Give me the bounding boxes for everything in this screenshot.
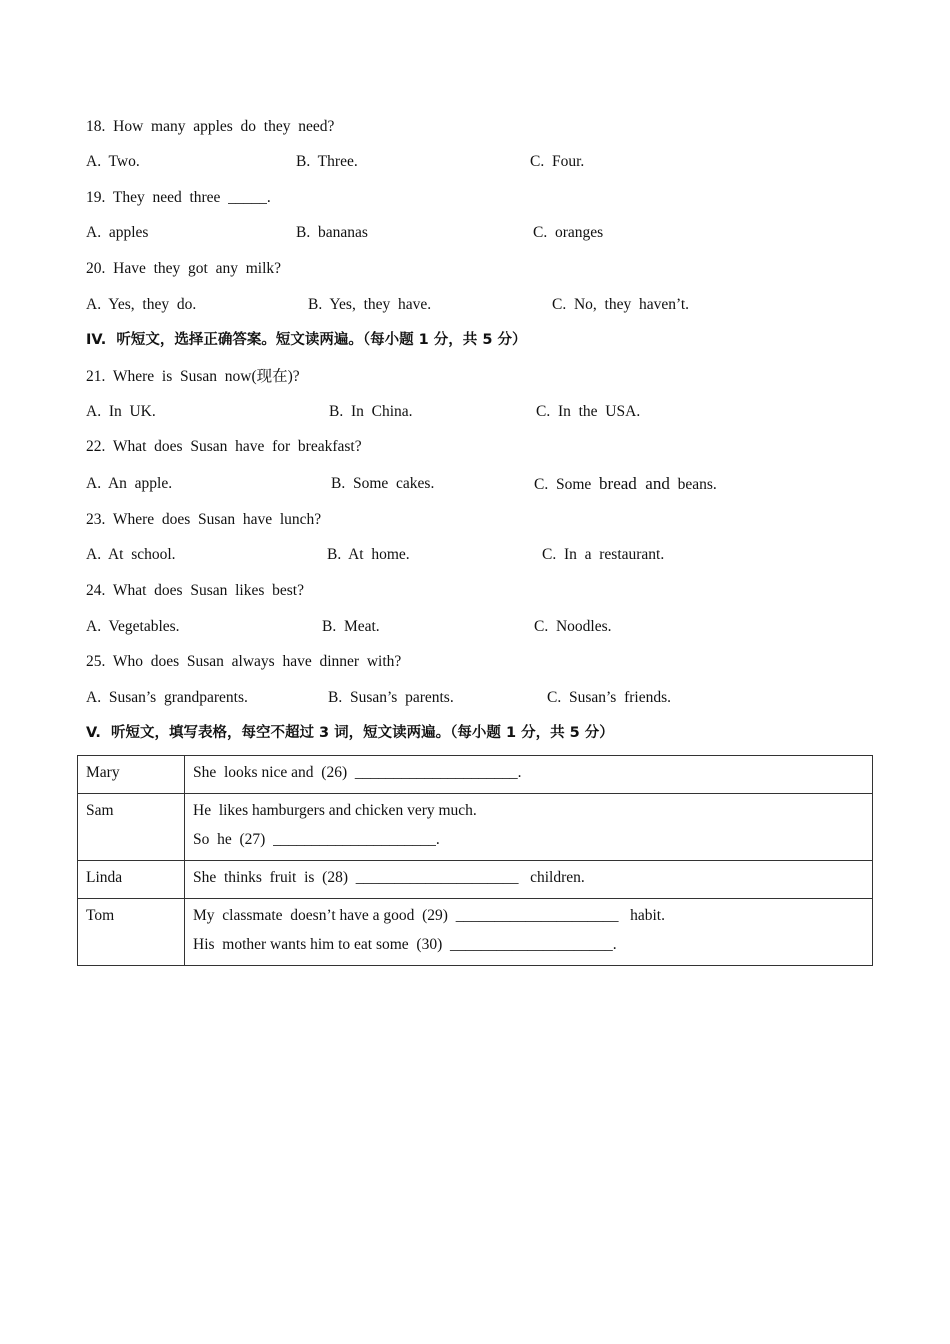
question-21-option-c[interactable]: C. In the USA. [536, 403, 641, 420]
table-name-cell: Mary [78, 756, 185, 794]
blank-27-line[interactable]: So he (27) _____________________. [193, 831, 440, 848]
table-content-cell [185, 794, 873, 861]
blank-29-line[interactable]: My classmate doesn’t have a good (29) _____________________ habit. [193, 907, 665, 924]
question-20-option-c[interactable]: C. No, they haven’t. [552, 296, 690, 313]
question-25-stem: 25. Who does Susan always have dinner with? [86, 653, 402, 670]
question-19-stem: 19. They need three _____. [86, 189, 271, 206]
question-22-stem: 22. What does Susan have for breakfast? [86, 438, 362, 455]
option-c-emphasis: bread and [599, 474, 670, 493]
table-content-cell [185, 861, 873, 899]
table-row [78, 861, 873, 899]
question-21-option-a[interactable]: A. In UK. [86, 403, 156, 420]
question-23-option-c[interactable]: C. In a restaurant. [542, 546, 665, 563]
table-row [78, 899, 873, 966]
option-c-suffix: beans. [669, 476, 717, 493]
question-24-option-a[interactable]: A. Vegetables. [86, 618, 180, 635]
table-name-cell: Sam [78, 794, 185, 861]
question-19-option-b[interactable]: B. bananas [296, 224, 368, 241]
table-name-cell: Tom [78, 899, 185, 966]
question-21-stem: 21. Where is Susan now(现在)? [86, 368, 300, 385]
blank-30-line[interactable]: His mother wants him to eat some (30) _____________________. [193, 936, 617, 953]
table-row [78, 794, 873, 861]
question-20-option-a[interactable]: A. Yes, they do. [86, 296, 197, 313]
question-20-option-b[interactable]: B. Yes, they have. [308, 296, 432, 313]
question-23-option-a[interactable]: A. At school. [86, 546, 176, 563]
table-row [78, 756, 873, 794]
option-c-prefix: C. Some [534, 476, 600, 493]
question-24-stem: 24. What does Susan likes best? [86, 582, 304, 599]
question-19-option-a[interactable]: A. apples [86, 224, 149, 241]
question-19-option-c[interactable]: C. oranges [533, 224, 604, 241]
question-25-option-c[interactable]: C. Susan’s friends. [547, 689, 671, 706]
question-22-option-c[interactable] [534, 474, 717, 495]
table-name-cell: Linda [78, 861, 185, 899]
question-18-option-c[interactable]: C. Four. [530, 153, 585, 170]
question-25-option-a[interactable]: A. Susan’s grandparents. [86, 689, 248, 706]
section-iv-heading: IV. 听短文，选择正确答案。短文读两遍。（每小题 1 分，共 5 分） [86, 332, 527, 348]
question-24-option-c[interactable]: C. Noodles. [534, 618, 612, 635]
question-23-stem: 23. Where does Susan have lunch? [86, 511, 322, 528]
table-content-cell [185, 756, 873, 794]
table-content-cell [185, 899, 873, 966]
question-22-option-a[interactable]: A. An apple. [86, 475, 173, 492]
question-25-option-b[interactable]: B. Susan’s parents. [328, 689, 454, 706]
section-v-heading: V. 听短文，填写表格，每空不超过 3 词，短文读两遍。（每小题 1 分，共 5 分） [86, 725, 614, 741]
question-20-stem: 20. Have they got any milk? [86, 260, 281, 277]
question-18-option-b[interactable]: B. Three. [296, 153, 358, 170]
question-18-stem: 18. How many apples do they need? [86, 118, 335, 135]
question-24-option-b[interactable]: B. Meat. [322, 618, 380, 635]
blank-28-line[interactable]: She thinks fruit is (28) _____________________ children. [193, 869, 585, 886]
table-text-line: He likes hamburgers and chicken very much. [193, 802, 477, 819]
question-23-option-b[interactable]: B. At home. [327, 546, 410, 563]
fill-in-table [77, 755, 873, 966]
question-22-option-b[interactable]: B. Some cakes. [331, 475, 435, 492]
question-18-option-a[interactable]: A. Two. [86, 153, 140, 170]
blank-26-line[interactable]: She looks nice and (26) _____________________. [193, 764, 522, 781]
question-21-option-b[interactable]: B. In China. [329, 403, 413, 420]
